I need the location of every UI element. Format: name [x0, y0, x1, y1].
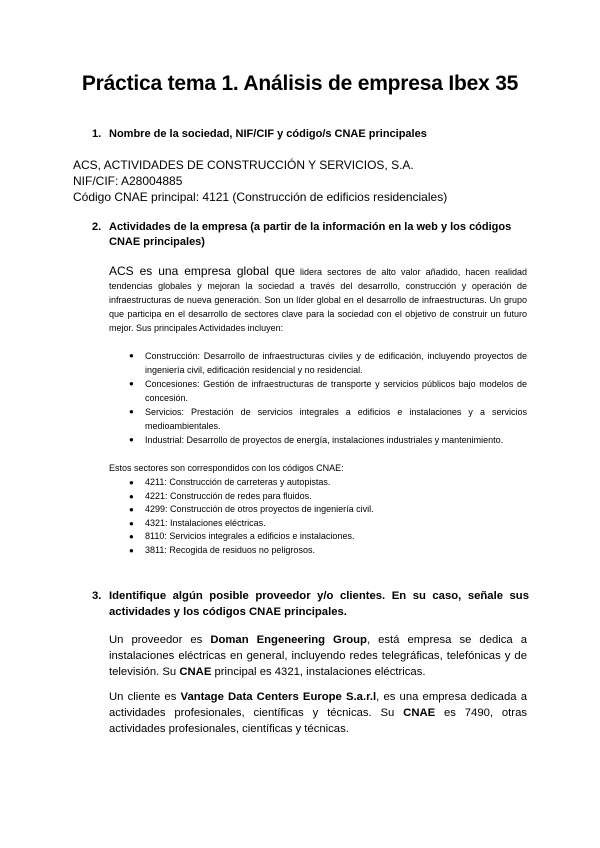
activities-list — [109, 349, 527, 447]
section-2-heading — [92, 220, 529, 250]
list-item: ● 4299: Construcción de otros proyectos de ingeniería civil. — [109, 503, 527, 517]
bullet-icon: ● — [129, 435, 134, 444]
section-3-number: 3. — [92, 590, 102, 602]
cnae-intro: Estos sectores son correspondidos con los códigos CNAE: — [109, 463, 344, 473]
bullet-icon: ● — [129, 545, 134, 555]
bullet-icon: ● — [129, 518, 134, 528]
section-2-heading-line-1: Actividades de la empresa (a partir de la información en la web y los códigos — [109, 221, 512, 233]
section-2-number: 2. — [92, 221, 102, 233]
list-item: ● 4221: Construcción de redes para fluidos. — [109, 490, 527, 504]
section-3-heading-line-1: Identifique algún posible proveedor y/o clientes. En su caso, señale sus — [109, 590, 529, 602]
bullet-icon: ● — [129, 407, 134, 416]
list-item: ● Construcción: Desarrollo de infraestructuras civiles y de edificación, incluyendo proyectos de ingeniería civil, edificación residencial y no residencial. — [129, 351, 527, 375]
bullet-icon: ● — [129, 491, 134, 501]
company-cnae: Código CNAE principal: 4121 (Construcción de edificios residenciales) — [73, 190, 448, 204]
bullet-icon: ● — [129, 351, 134, 360]
list-item: ● 3811: Recogida de residuos no peligrosos. — [109, 544, 527, 558]
page-title: Práctica tema 1. Análisis de empresa Ibex 35 — [81, 72, 519, 95]
list-item: ● Industrial: Desarrollo de proyectos de energía, instalaciones industriales y mantenimiento. — [129, 435, 504, 445]
company-name: ACS, ACTIVIDADES DE CONSTRUCCIÓN Y SERVICIOS, S.A. — [73, 158, 414, 172]
bullet-icon: ● — [129, 505, 134, 514]
section-3-heading-line-2: actividades y los códigos CNAE principales. — [109, 606, 347, 618]
client-name: Vantage Data Centers Europe S.a.r.l — [180, 691, 377, 703]
list-item: ● Servicios: Prestación de servicios integrales a edificios e instalaciones y a servicios medioambientales. — [129, 407, 527, 431]
supplier-name: Doman Engeneering Group — [210, 634, 367, 646]
list-item: ● 4321: Instalaciones eléctricas. — [109, 517, 527, 531]
cnae-code-list — [109, 476, 527, 557]
list-item: ● 4211: Construcción de carreteras y autopistas. — [109, 476, 527, 490]
section-3-heading — [92, 588, 529, 620]
section-2-heading-line-2: CNAE principales) — [109, 236, 205, 248]
bullet-icon: ● — [129, 532, 134, 541]
section-2-intro — [109, 264, 527, 335]
company-nif: NIF/CIF: A28004885 — [73, 174, 183, 188]
section-1-heading — [92, 127, 427, 142]
bullet-icon: ● — [129, 379, 134, 388]
bullet-icon: ● — [129, 478, 134, 487]
section-1-number: 1. — [92, 128, 102, 140]
client-paragraph: Un cliente es Vantage Data Centers Europe S.a.r.l, es una empresa dedicada a actividades profesionales, científicas y técnicas. Su CNAE es 7490, otras actividades profesionales, científicas y técnicas. — [109, 691, 527, 735]
section-2-intro-lead: ACS es una empresa global que — [109, 264, 295, 278]
section-1-heading-text: Nombre de la sociedad, NIF/CIF y código/s CNAE principales — [109, 128, 427, 140]
supplier-paragraph: Un proveedor es Doman Engeneering Group, está empresa se dedica a instalaciones eléctricas en general, incluyendo redes telegráficas, telefónicas y de televisión. Su CNAE principal es 4321, instalaciones eléctricas. — [109, 634, 527, 678]
list-item: ● Concesiones: Gestión de infraestructuras de transporte y servicios públicos bajo modelos de concesión. — [129, 379, 527, 403]
section-2-intro-rest: lidera sectores de alto valor añadido, hacen realidad tendencias globales y mejoran la sociedad a través del desarrollo, construcción y operación de infraestructuras de nueva generación. Son un líder global en el desarrollo de infraestructuras. Un grupo que participa en el desarrollo de sectores clave para la sociedad con el objetivo de construir un futuro mejor. Sus principales Actividades incluyen: — [109, 267, 527, 333]
list-item: ● 8110: Servicios integrales a edificios e instalaciones. — [109, 530, 527, 544]
